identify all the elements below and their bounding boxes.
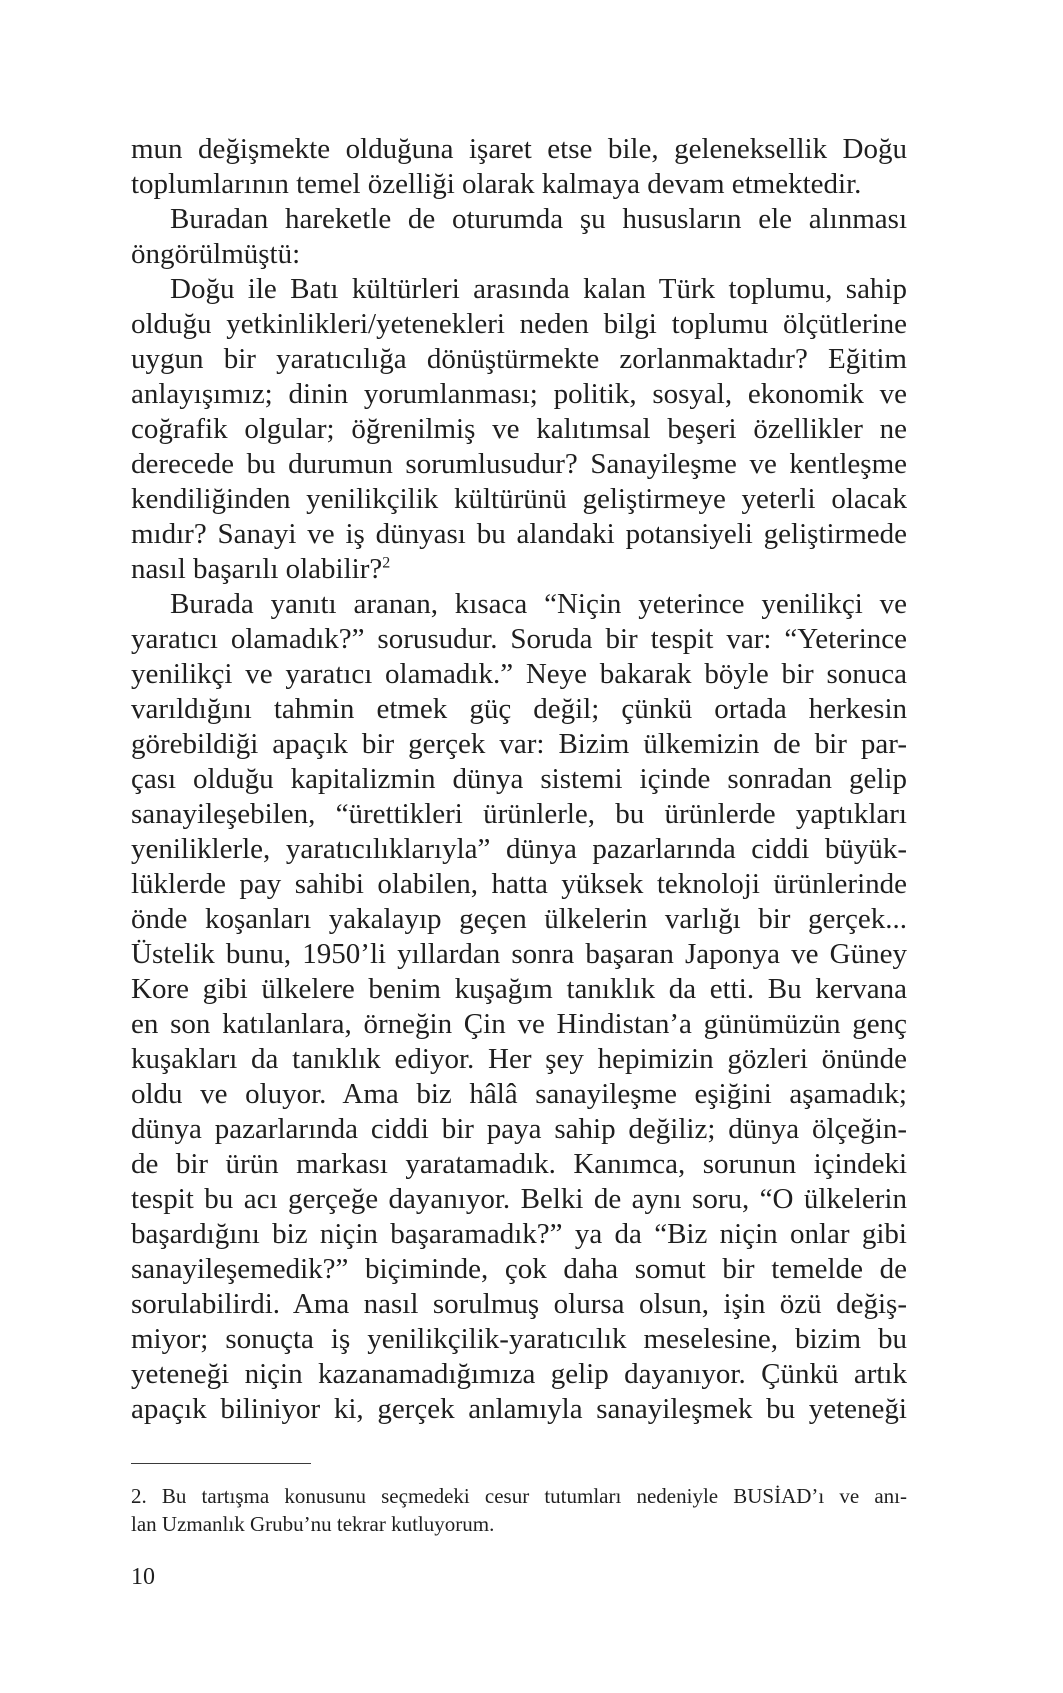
text-line: yeteneği niçin kazanamadığımıza gelip dayanıyor. Çünkü artık xyxy=(131,1358,907,1390)
text-line: başardığını biz niçin başaramadık?” ya da “Biz niçin onlar gibi xyxy=(131,1218,907,1250)
text-line: sanayileşemedik?” biçiminde, çok daha somut bir temelde de xyxy=(131,1253,907,1285)
body-text xyxy=(131,132,907,1427)
text-line: sorulabilirdi. Ama nasıl sorulmuş olursa olsun, işin özü değiş- xyxy=(131,1288,907,1320)
text-line: mun değişmekte olduğuna işaret etse bile, geleneksellik Doğu xyxy=(131,133,907,165)
text-line: miyor; sonuçta iş yenilikçilik-yaratıcılık meselesine, bizim bu xyxy=(131,1323,907,1355)
footnote-line: 2. Bu tartışma konusunu seçmedeki cesur tutumları nedeniyle BUSİAD’ı ve anı- xyxy=(131,1484,907,1508)
text-line xyxy=(131,552,907,587)
text-line: Üstelik bunu, 1950’li yıllardan sonra başaran Japonya ve Güney xyxy=(131,938,907,970)
text-line: görebildiği apaçık bir gerçek var: Bizim ülkemizin de bir par- xyxy=(131,728,907,760)
text-line: de bir ürün markası yaratamadık. Kanımca, sorunun içindeki xyxy=(131,1148,907,1180)
text-line: lüklerde pay sahibi olabilen, hatta yüksek teknoloji ürünlerinde xyxy=(131,868,907,900)
text-line: en son katılanlara, örneğin Çin ve Hindistan’a günümüzün genç xyxy=(131,1008,907,1040)
text-line: Kore gibi ülkelere benim kuşağım tanıklık da etti. Bu kervana xyxy=(131,973,907,1005)
text-line-content: nasıl başarılı olabilir? xyxy=(131,553,383,585)
text-line: kuşakları da tanıklık ediyor. Her şey hepimizin gözleri önünde xyxy=(131,1043,907,1075)
text-line: toplumlarının temel özelliği olarak kalmaya devam etmektedir. xyxy=(131,168,862,200)
text-line: tespit bu acı gerçeğe dayanıyor. Belki de aynı soru, “O ülkelerin xyxy=(131,1183,907,1215)
footnote-reference[interactable]: 2 xyxy=(382,554,391,572)
text-line: apaçık biliniyor ki, gerçek anlamıyla sanayileşmek bu yeteneği xyxy=(131,1393,907,1425)
text-line: Doğu ile Batı kültürleri arasında kalan Türk toplumu, sahip xyxy=(170,273,907,305)
text-line: uygun bir yaratıcılığa dönüştürmekte zorlanmaktadır? Eğitim xyxy=(131,343,907,375)
footnote xyxy=(131,1482,907,1538)
footnote-line: lan Uzmanlık Grubu’nu tekrar kutluyorum. xyxy=(131,1512,495,1536)
text-line: Burada yanıtı aranan, kısaca “Niçin yeterince yenilikçi ve xyxy=(170,588,907,620)
text-line: yeniliklerle, yaratıcılıklarıyla” dünya pazarlarında ciddi büyük- xyxy=(131,833,907,865)
text-line: sanayileşebilen, “ürettikleri ürünlerle, bu ürünlerde yaptıkları xyxy=(131,798,907,830)
text-line: mıdır? Sanayi ve iş dünyası bu alandaki potansiyeli geliştirmede xyxy=(131,518,907,550)
text-line: kendiliğinden yenilikçilik kültürünü geliştirmeye yeterli olacak xyxy=(131,483,907,515)
text-line: olduğu yetkinlikleri/yetenekleri neden bilgi toplumu ölçütlerine xyxy=(131,308,907,340)
text-line: anlayışımız; dinin yorumlanması; politik, sosyal, ekonomik ve xyxy=(131,378,907,410)
page-number: 10 xyxy=(131,1564,155,1590)
text-line: Buradan hareketle de oturumda şu hususların ele alınması xyxy=(170,203,907,235)
footnote-divider xyxy=(131,1463,311,1464)
text-line: coğrafik olgular; öğrenilmiş ve kalıtımsal beşeri özellikler ne xyxy=(131,413,907,445)
text-line: yaratıcı olamadık?” sorusudur. Soruda bir tespit var: “Yeterince xyxy=(131,623,907,655)
text-line: oldu ve oluyor. Ama biz hâlâ sanayileşme eşiğini aşamadık; xyxy=(131,1078,907,1110)
text-line: varıldığını tahmin etmek güç değil; çünkü ortada herkesin xyxy=(131,693,907,725)
text-line: yenilikçi ve yaratıcı olamadık.” Neye bakarak böyle bir sonuca xyxy=(131,658,907,690)
text-line: öngörülmüştü: xyxy=(131,238,301,270)
text-line: derecede bu durumun sorumlusudur? Sanayileşme ve kentleşme xyxy=(131,448,907,480)
text-line: çası olduğu kapitalizmin dünya sistemi içinde sonradan gelip xyxy=(131,763,907,795)
text-line: önde koşanları yakalayıp geçen ülkelerin varlığı bir gerçek... xyxy=(131,903,907,935)
text-line: dünya pazarlarında ciddi bir paya sahip değiliz; dünya ölçeğin- xyxy=(131,1113,907,1145)
